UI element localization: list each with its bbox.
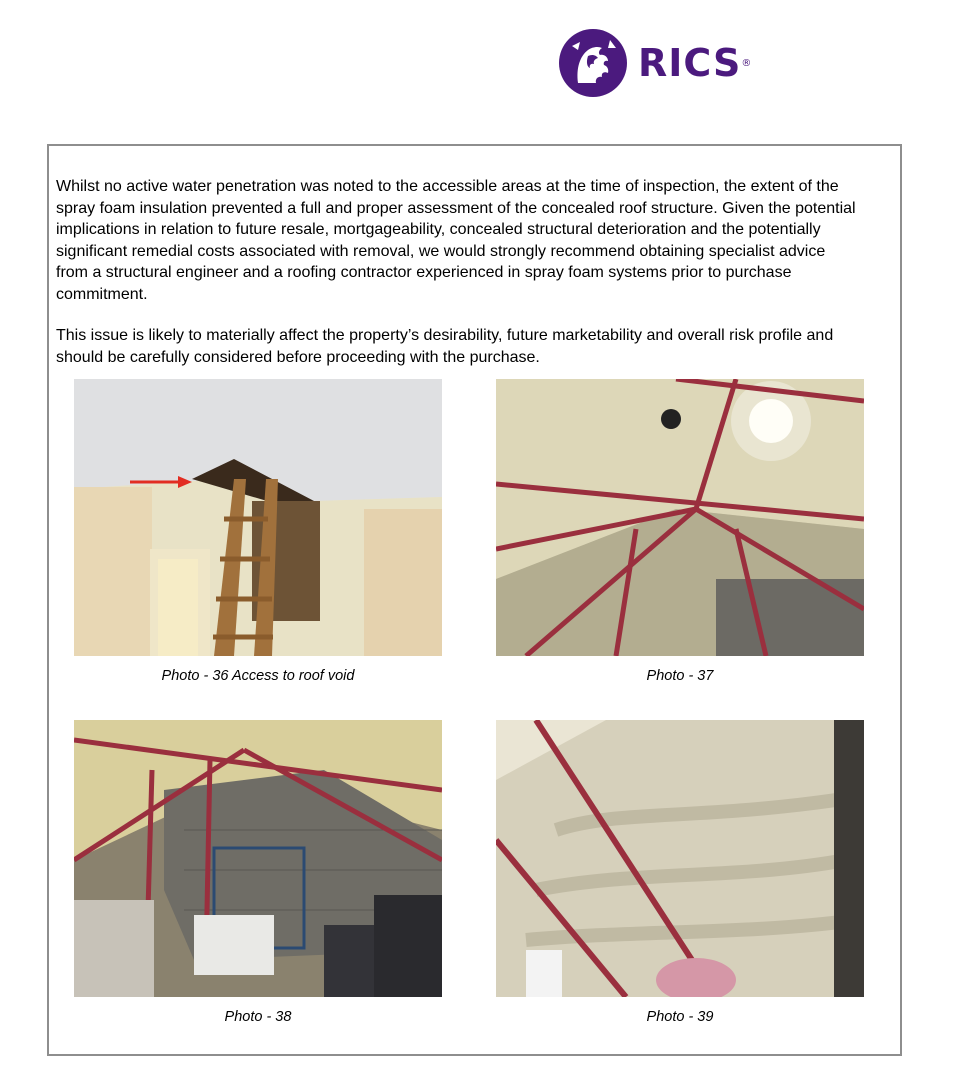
photo-39-spray-foam-closeup (496, 720, 864, 997)
photo-37-spray-foam-roof (496, 379, 864, 656)
rics-lion-icon (558, 28, 628, 98)
rics-logo (558, 26, 768, 100)
findings-paragraph: Whilst no active water penetration was noted to the accessible areas at the time of inspection, the extent of the spray foam insulation prevented a full and proper assessment of the concealed roof structure. Given the potential implications in relation to future resale, mortgageability, concealed structural deterioration and the potentially significant remedial costs associated with removal, we would strongly recommend obtaining specialist advice from a structural engineer and a roofing contractor experienced in spray foam systems prior to purchase commitment. (56, 178, 856, 303)
risk-paragraph: This issue is likely to materially affect the property’s desirability, future marketability and overall risk profile and should be carefully considered before proceeding with the purchase. (56, 327, 834, 366)
photo-36-access-to-roof-void (74, 379, 442, 656)
rics-logo-text: RICS (638, 41, 742, 85)
photo-36-caption: Photo - 36 Access to roof void (161, 668, 355, 684)
photo-38-loft-storage (74, 720, 442, 997)
photo-37-caption: Photo - 37 (646, 668, 714, 684)
photo-38-caption: Photo - 38 (224, 1009, 292, 1025)
registered-mark: ® (741, 57, 752, 69)
photo-39-caption: Photo - 39 (646, 1009, 714, 1025)
